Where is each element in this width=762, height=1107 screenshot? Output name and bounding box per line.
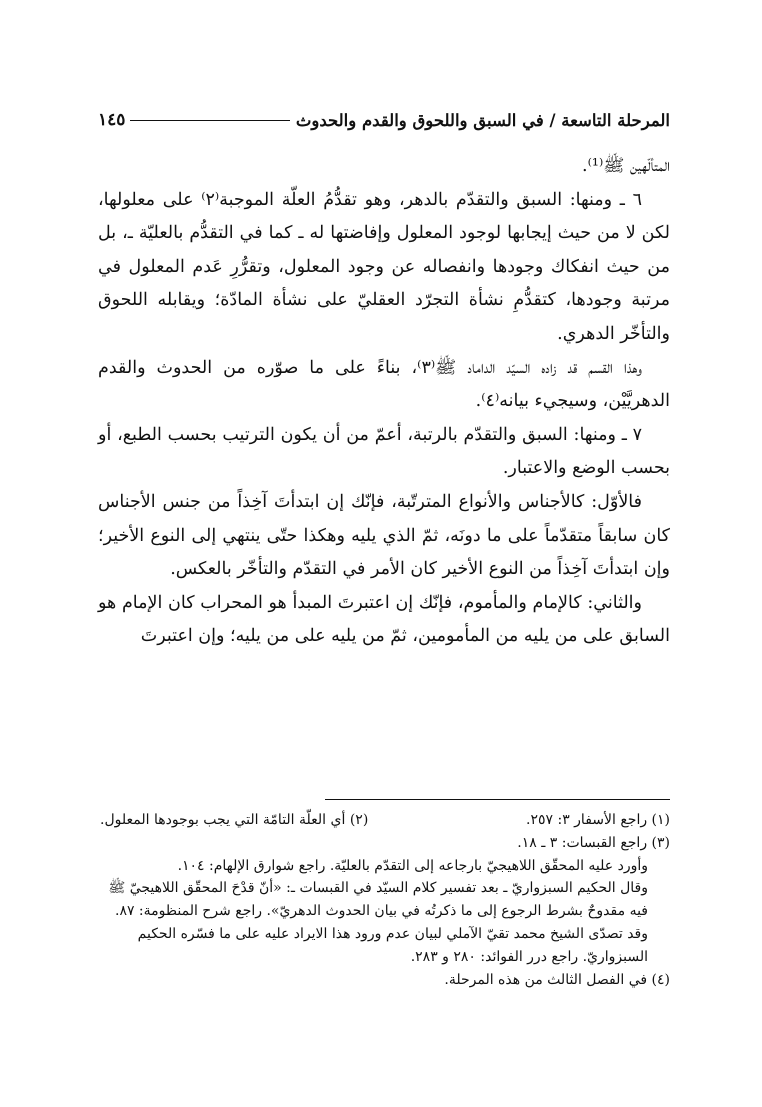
paragraph: وهذا القسم قد زاده السيّد الداماد ﷺ⁽٣⁾، بناءً على ما صوّره من الحدوث والقدم الدهريَّيْن، وسيجيء بيانه⁽٤⁾.: [98, 357, 670, 412]
header-rule: [130, 120, 289, 121]
paragraph: ٧ ـ ومنها: السبق والتقدّم بالرتبة، أعمّ من أن يكون الترتيب بحسب الطبع، أو بحسب الوضع والاعتبار.: [98, 424, 670, 479]
footnotes: [100, 809, 670, 991]
footnote-2: (٢) أي العلّة التامّة التي يجب بوجودها المعلول.: [100, 812, 369, 828]
footnote-3-note-a: وأورد عليه المحقّق اللاهيجيّ بارجاعه إلى التقدّم بالعليّة. راجع شوارق الإلهام: ١٠٤.: [177, 857, 648, 874]
footnote-row: [100, 809, 670, 832]
footnote-4: (٤) في الفصل الثالث من هذه المرحلة.: [444, 971, 670, 988]
footnote-3-note-b: وقال الحكيم السبزواريّ ـ بعد تفسير كلام السيّد في القبسات ـ: «أنّ قدْحَ المحقّق اللاهيجيّ ﷺ فيه مقدوحٌ بشرط الرجوع إلى ما ذكرتُه في بيان الحدوث الدهريّ». راجع شرح المنظومة: ٨٧.: [108, 880, 648, 920]
paragraph: ٦ ـ ومنها: السبق والتقدّم بالدهر، وهو تقدُّمُ العلّة الموجبة⁽٢⁾ على معلولها، لكن لا من حيث إيجابها لوجود المعلول وإفاضتها له ـ كما في التقدُّم بالعليّة ـ، بل من حيث انفكاك وجودها وانفصاله عن وجود المعلول، وتقرُّرِ عَدم المعلول في مرتبة وجودها، كتقدُّمِ نشأة التجرّد العقليّ على نشأة المادّة؛ ويقابله اللحوق والتأخّر الدهري.: [98, 189, 670, 344]
footnote-3: (٣) راجع القبسات: ٣ ـ ١٨.: [517, 834, 670, 851]
main-text: [98, 150, 670, 654]
footnote-separator: [325, 799, 670, 800]
paragraph: والثاني: كالإمام والمأموم، فإنّك إن اعتبرتَ المبدأ هو المحراب كان الإمام هو السابق على من يليه من المأمومين، ثمّ من يليه على من يليه؛ وإن اعتبرتَ: [98, 592, 670, 647]
page-number: ١٤٥: [98, 110, 126, 130]
paragraph: فالأوّل: كالأجناس والأنواع المترتّبة، فإنّك إن ابتدأتَ آخِذاً من جنس الأجناس كان سابقاً متقدّماً على ما دونَه، ثمّ الذي يليه وهكذا حتّى ينتهي إلى النوع الأخير؛ وإن ابتدأتَ آخِذاً من النوع الأخير كان الأمر في التقدّم والتأخّر بالعكس.: [98, 491, 670, 580]
footnote-3-note-c: وقد تصدّى الشيخ محمد تقيّ الآملي لبيان عدم ورود هذا الايراد عليه على ما فسّره الحكيم السبزواريّ. راجع درر الفوائد: ٢٨٠ و ٢٨٣.: [137, 925, 648, 965]
chapter-title: المرحلة التاسعة / في السبق واللحوق والقدم والحدوث: [295, 110, 670, 130]
paragraph: المتألّهين ﷺ⁽¹⁾.: [582, 156, 670, 176]
running-header: [98, 102, 670, 138]
footnote-1: (١) راجع الأسفار ٣: ٢٥٧.: [526, 812, 670, 828]
